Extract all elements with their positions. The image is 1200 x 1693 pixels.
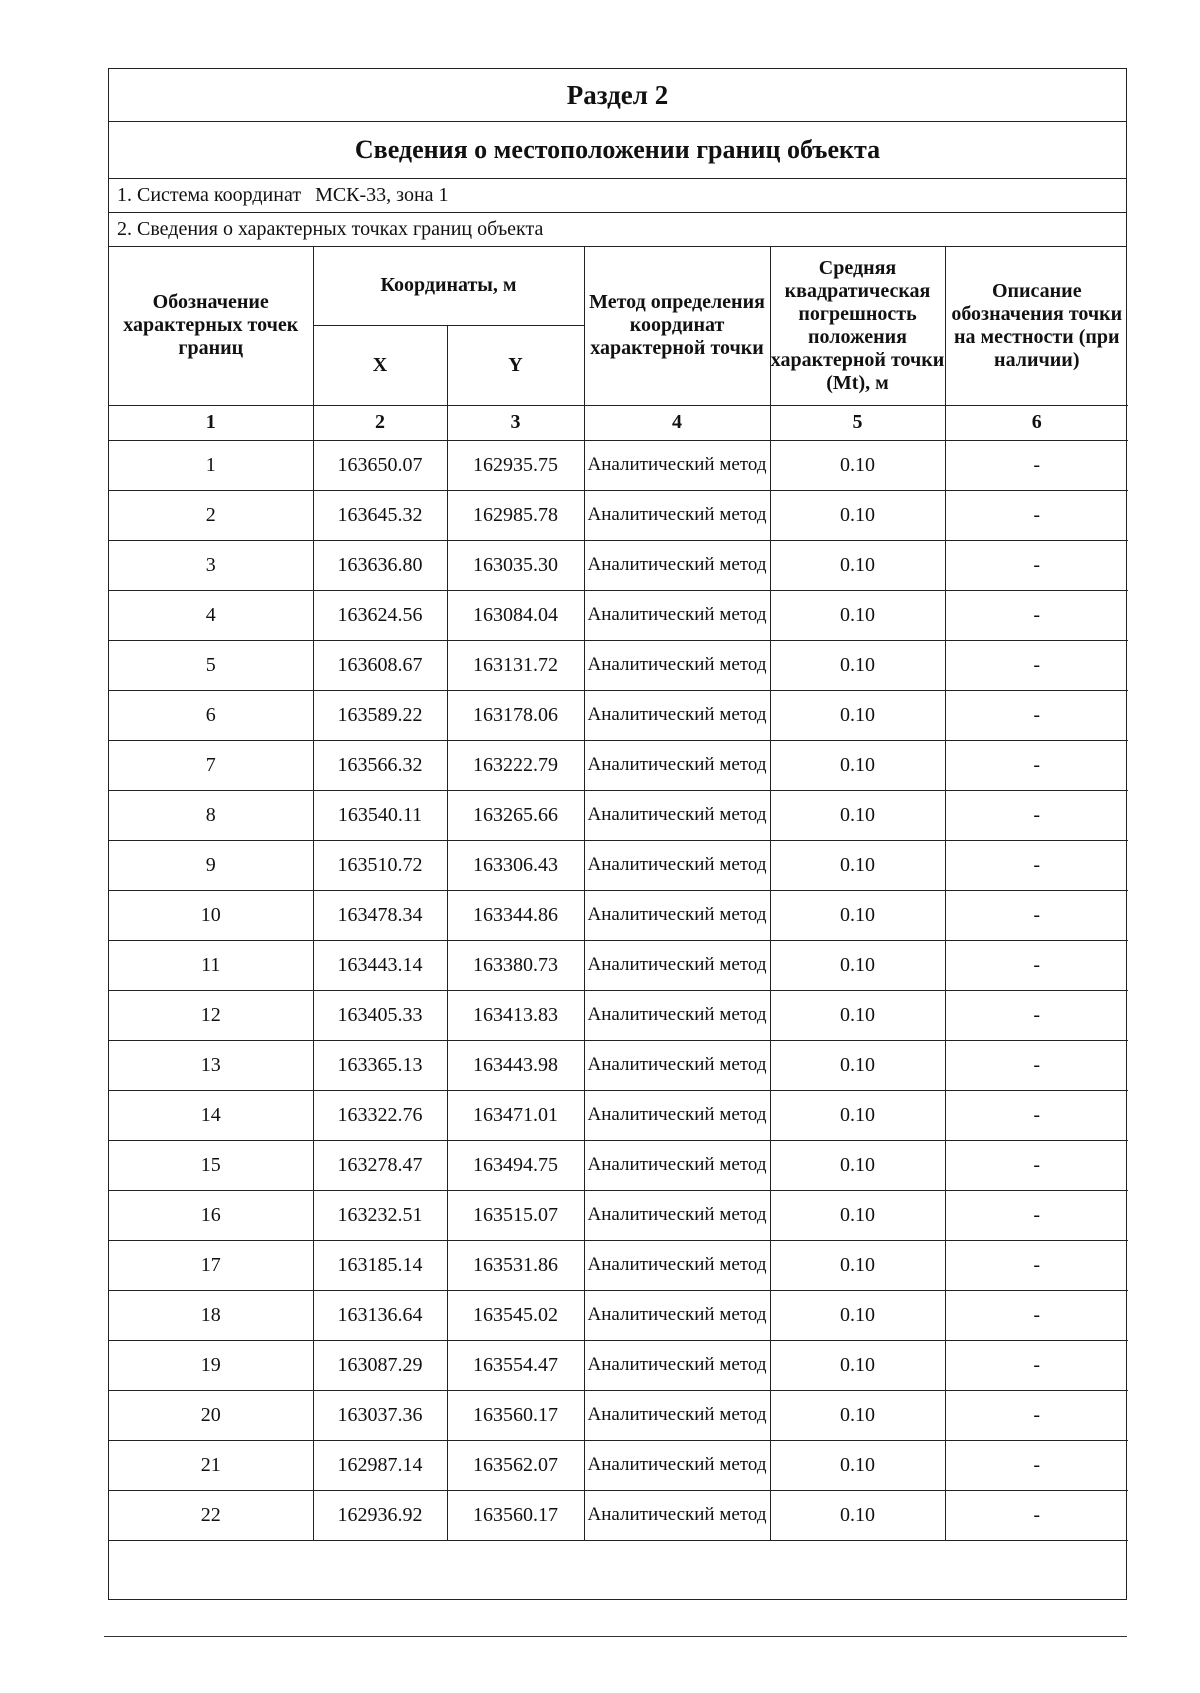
- error-cell: 0.10: [770, 1040, 945, 1090]
- table-row: [109, 540, 1128, 590]
- y-coordinate-cell: 163265.66: [447, 790, 584, 840]
- error-cell: 0.10: [770, 1390, 945, 1440]
- table-row: [109, 590, 1128, 640]
- description-cell: -: [945, 1190, 1128, 1240]
- table-row: [109, 1340, 1128, 1390]
- error-cell: 0.10: [770, 790, 945, 840]
- table-row: [109, 1290, 1128, 1340]
- block-title: Сведения о местоположении границ объекта: [109, 122, 1126, 179]
- method-cell: Аналитический метод: [584, 690, 770, 740]
- description-cell: -: [945, 690, 1128, 740]
- error-cell: 0.10: [770, 1490, 945, 1540]
- point-number-cell: 18: [109, 1290, 313, 1340]
- x-coordinate-cell: 163650.07: [313, 440, 447, 490]
- y-coordinate-cell: 163222.79: [447, 740, 584, 790]
- header-y: Y: [447, 325, 584, 405]
- method-cell: Аналитический метод: [584, 940, 770, 990]
- description-cell: -: [945, 1040, 1128, 1090]
- point-number-cell: 13: [109, 1040, 313, 1090]
- x-coordinate-cell: 163278.47: [313, 1140, 447, 1190]
- header-description: Описание обозначения точки на местности (при наличии): [945, 247, 1128, 405]
- description-cell: -: [945, 1140, 1128, 1190]
- section-title: Раздел 2: [109, 69, 1126, 122]
- method-cell: Аналитический метод: [584, 1140, 770, 1190]
- empty-cell: [109, 1540, 1128, 1561]
- description-cell: -: [945, 590, 1128, 640]
- bottom-rule: [104, 1636, 1127, 1637]
- x-coordinate-cell: 163540.11: [313, 790, 447, 840]
- table-row: [109, 640, 1128, 690]
- header-x: X: [313, 325, 447, 405]
- method-cell: Аналитический метод: [584, 1390, 770, 1440]
- points-caption: 2. Сведения о характерных точках границ объекта: [109, 213, 1126, 247]
- method-cell: Аналитический метод: [584, 1090, 770, 1140]
- header-error: Средняя квадратическая погрешность положения характерной точки (Mt), м: [770, 247, 945, 405]
- point-number-cell: 10: [109, 890, 313, 940]
- points-table: [109, 247, 1128, 1561]
- column-numbers-row: [109, 405, 1128, 440]
- table-row: [109, 990, 1128, 1040]
- table-row: [109, 790, 1128, 840]
- error-cell: 0.10: [770, 640, 945, 690]
- method-cell: Аналитический метод: [584, 1190, 770, 1240]
- x-coordinate-cell: 162936.92: [313, 1490, 447, 1540]
- error-cell: 0.10: [770, 690, 945, 740]
- x-coordinate-cell: 163510.72: [313, 840, 447, 890]
- table-row: [109, 890, 1128, 940]
- description-cell: -: [945, 640, 1128, 690]
- column-number: 3: [447, 405, 584, 440]
- method-cell: Аналитический метод: [584, 1240, 770, 1290]
- x-coordinate-cell: 162987.14: [313, 1440, 447, 1490]
- x-coordinate-cell: 163322.76: [313, 1090, 447, 1140]
- x-coordinate-cell: 163443.14: [313, 940, 447, 990]
- point-number-cell: 11: [109, 940, 313, 990]
- point-number-cell: 21: [109, 1440, 313, 1490]
- table-row: [109, 1090, 1128, 1140]
- x-coordinate-cell: 163232.51: [313, 1190, 447, 1240]
- header-coordinates: Координаты, м: [313, 247, 584, 325]
- description-cell: -: [945, 1440, 1128, 1490]
- point-number-cell: 3: [109, 540, 313, 590]
- error-cell: 0.10: [770, 590, 945, 640]
- table-row: [109, 1240, 1128, 1290]
- method-cell: Аналитический метод: [584, 590, 770, 640]
- point-number-cell: 12: [109, 990, 313, 1040]
- error-cell: 0.10: [770, 1440, 945, 1490]
- y-coordinate-cell: 163560.17: [447, 1490, 584, 1540]
- description-cell: -: [945, 1090, 1128, 1140]
- table-row: [109, 1040, 1128, 1090]
- y-coordinate-cell: 162985.78: [447, 490, 584, 540]
- coordinate-system-label: 1. Система координат: [117, 184, 302, 206]
- header-designation: Обозначение характерных точек границ: [109, 247, 313, 405]
- point-number-cell: 1: [109, 440, 313, 490]
- table-row: [109, 840, 1128, 890]
- method-cell: Аналитический метод: [584, 890, 770, 940]
- document-frame: [108, 68, 1127, 1600]
- method-cell: Аналитический метод: [584, 1440, 770, 1490]
- error-cell: 0.10: [770, 1140, 945, 1190]
- method-cell: Аналитический метод: [584, 840, 770, 890]
- method-cell: Аналитический метод: [584, 1040, 770, 1090]
- table-body: [109, 440, 1128, 1561]
- method-cell: Аналитический метод: [584, 440, 770, 490]
- x-coordinate-cell: 163566.32: [313, 740, 447, 790]
- point-number-cell: 22: [109, 1490, 313, 1540]
- table-row: [109, 1140, 1128, 1190]
- x-coordinate-cell: 163185.14: [313, 1240, 447, 1290]
- description-cell: -: [945, 940, 1128, 990]
- x-coordinate-cell: 163405.33: [313, 990, 447, 1040]
- y-coordinate-cell: 163344.86: [447, 890, 584, 940]
- table-row: [109, 940, 1128, 990]
- column-number: 6: [945, 405, 1128, 440]
- description-cell: -: [945, 740, 1128, 790]
- point-number-cell: 14: [109, 1090, 313, 1140]
- point-number-cell: 2: [109, 490, 313, 540]
- description-cell: -: [945, 890, 1128, 940]
- x-coordinate-cell: 163365.13: [313, 1040, 447, 1090]
- method-cell: Аналитический метод: [584, 490, 770, 540]
- x-coordinate-cell: 163645.32: [313, 490, 447, 540]
- column-number: 5: [770, 405, 945, 440]
- error-cell: 0.10: [770, 1240, 945, 1290]
- point-number-cell: 8: [109, 790, 313, 840]
- column-number: 2: [313, 405, 447, 440]
- description-cell: -: [945, 840, 1128, 890]
- y-coordinate-cell: 163494.75: [447, 1140, 584, 1190]
- error-cell: 0.10: [770, 1340, 945, 1390]
- x-coordinate-cell: 163136.64: [313, 1290, 447, 1340]
- method-cell: Аналитический метод: [584, 1340, 770, 1390]
- error-cell: 0.10: [770, 740, 945, 790]
- y-coordinate-cell: 163035.30: [447, 540, 584, 590]
- error-cell: 0.10: [770, 1190, 945, 1240]
- point-number-cell: 16: [109, 1190, 313, 1240]
- error-cell: 0.10: [770, 1090, 945, 1140]
- coordinate-system-value: МСК-33, зона 1: [315, 184, 449, 206]
- y-coordinate-cell: 163084.04: [447, 590, 584, 640]
- x-coordinate-cell: 163636.80: [313, 540, 447, 590]
- description-cell: -: [945, 1340, 1128, 1390]
- method-cell: Аналитический метод: [584, 990, 770, 1040]
- y-coordinate-cell: 163560.17: [447, 1390, 584, 1440]
- x-coordinate-cell: 163624.56: [313, 590, 447, 640]
- point-number-cell: 5: [109, 640, 313, 690]
- y-coordinate-cell: 163471.01: [447, 1090, 584, 1140]
- error-cell: 0.10: [770, 540, 945, 590]
- method-cell: Аналитический метод: [584, 1490, 770, 1540]
- x-coordinate-cell: 163608.67: [313, 640, 447, 690]
- point-number-cell: 6: [109, 690, 313, 740]
- table-row: [109, 1390, 1128, 1440]
- point-number-cell: 4: [109, 590, 313, 640]
- y-coordinate-cell: 163178.06: [447, 690, 584, 740]
- description-cell: -: [945, 540, 1128, 590]
- column-number: 1: [109, 405, 313, 440]
- point-number-cell: 19: [109, 1340, 313, 1390]
- error-cell: 0.10: [770, 890, 945, 940]
- error-cell: 0.10: [770, 490, 945, 540]
- error-cell: 0.10: [770, 1290, 945, 1340]
- x-coordinate-cell: 163037.36: [313, 1390, 447, 1440]
- description-cell: -: [945, 440, 1128, 490]
- y-coordinate-cell: 163554.47: [447, 1340, 584, 1390]
- coordinate-system-row: [109, 179, 1126, 213]
- y-coordinate-cell: 163531.86: [447, 1240, 584, 1290]
- header-method: Метод определения координат характерной точки: [584, 247, 770, 405]
- method-cell: Аналитический метод: [584, 540, 770, 590]
- description-cell: -: [945, 1240, 1128, 1290]
- error-cell: 0.10: [770, 840, 945, 890]
- description-cell: -: [945, 790, 1128, 840]
- description-cell: -: [945, 1490, 1128, 1540]
- method-cell: Аналитический метод: [584, 740, 770, 790]
- method-cell: Аналитический метод: [584, 1290, 770, 1340]
- column-number: 4: [584, 405, 770, 440]
- y-coordinate-cell: 162935.75: [447, 440, 584, 490]
- x-coordinate-cell: 163589.22: [313, 690, 447, 740]
- description-cell: -: [945, 1290, 1128, 1340]
- y-coordinate-cell: 163413.83: [447, 990, 584, 1040]
- point-number-cell: 17: [109, 1240, 313, 1290]
- y-coordinate-cell: 163443.98: [447, 1040, 584, 1090]
- description-cell: -: [945, 990, 1128, 1040]
- table-row: [109, 1440, 1128, 1490]
- table-row: [109, 1190, 1128, 1240]
- error-cell: 0.10: [770, 990, 945, 1040]
- description-cell: -: [945, 1390, 1128, 1440]
- point-number-cell: 20: [109, 1390, 313, 1440]
- y-coordinate-cell: 163380.73: [447, 940, 584, 990]
- x-coordinate-cell: 163478.34: [313, 890, 447, 940]
- description-cell: -: [945, 490, 1128, 540]
- y-coordinate-cell: 163562.07: [447, 1440, 584, 1490]
- y-coordinate-cell: 163515.07: [447, 1190, 584, 1240]
- error-cell: 0.10: [770, 440, 945, 490]
- x-coordinate-cell: 163087.29: [313, 1340, 447, 1390]
- point-number-cell: 7: [109, 740, 313, 790]
- y-coordinate-cell: 163131.72: [447, 640, 584, 690]
- table-row: [109, 740, 1128, 790]
- y-coordinate-cell: 163306.43: [447, 840, 584, 890]
- table-row: [109, 690, 1128, 740]
- empty-tail-row: [109, 1540, 1128, 1561]
- method-cell: Аналитический метод: [584, 640, 770, 690]
- table-row: [109, 490, 1128, 540]
- table-row: [109, 1490, 1128, 1540]
- error-cell: 0.10: [770, 940, 945, 990]
- table-row: [109, 440, 1128, 490]
- method-cell: Аналитический метод: [584, 790, 770, 840]
- y-coordinate-cell: 163545.02: [447, 1290, 584, 1340]
- point-number-cell: 9: [109, 840, 313, 890]
- point-number-cell: 15: [109, 1140, 313, 1190]
